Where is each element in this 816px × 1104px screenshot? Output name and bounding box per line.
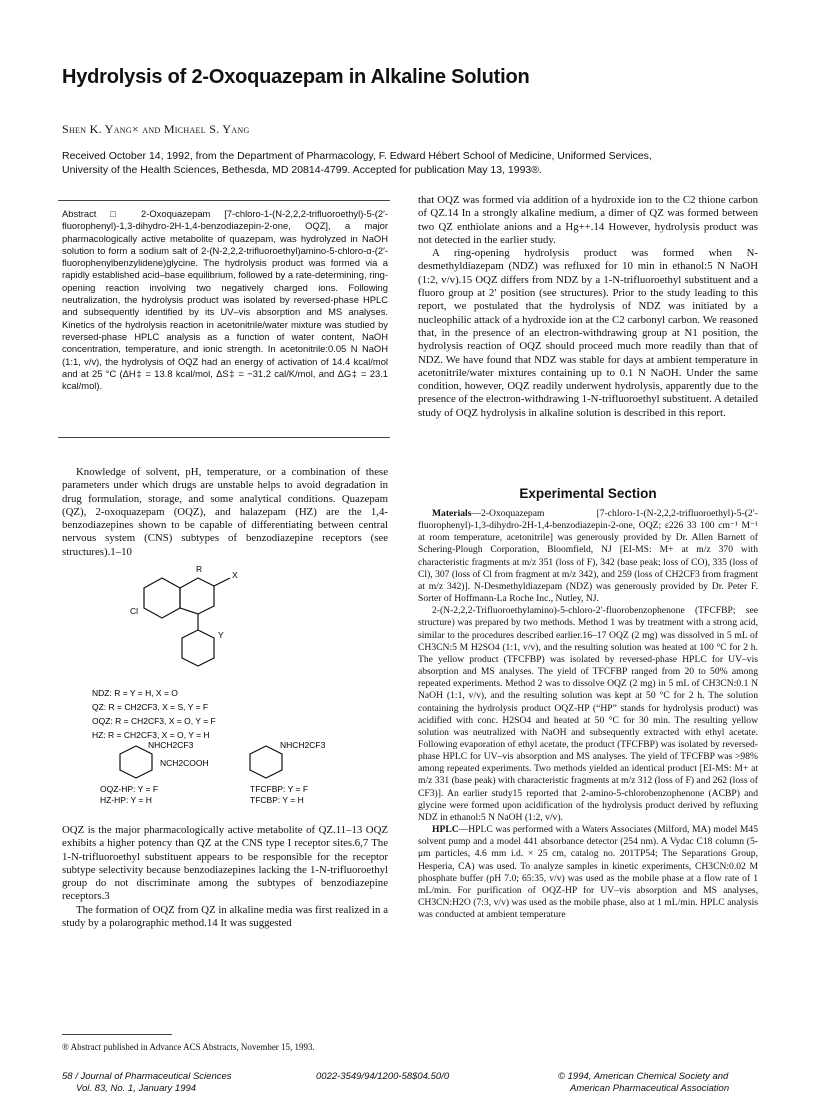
- hplc-body: —HPLC was performed with a Waters Associates (Milford, MA) model M45 solvent pump and a model 441 absorbance detector (254 nm). A Vydac C18 column (5-μm particles, 4.6 mm i.d. × 25 cm, catalog no. 201TP54; The Separations Group, Hesperia, CA) was used. To analyze samples in kinetic experiments, CH3CN:0.02 M phosphate buffer (pH 7.0; 65:35, v/v) was used as the mobile phase at a flow rate of 1 mL/min. For purification of OQZ-HP for UV–vis absorption and MS analyses, CH3CN:H2O (7:3, v/v) was used as the mobile phase, also at 1 mL/min. HPLC analysis was conducted at ambient temperature: [418, 824, 758, 921]
- footer-left-2: Vol. 83, No. 1, January 1994: [76, 1083, 197, 1094]
- section-heading: Experimental Section: [519, 486, 657, 501]
- nh-label-1: NHCH2CF3: [148, 740, 194, 750]
- oqzhp-label: OQZ-HP: Y = F: [100, 784, 159, 794]
- footer-copyright: [558, 1071, 729, 1095]
- intro-paragraph: [62, 466, 388, 559]
- left-column-text: [62, 824, 388, 930]
- right-paragraph-1: that OQZ was formed via addition of a hydroxide ion to the C2 thione carbon of QZ.14 In a strongly alkaline medium, a dimer of QZ was formed between two QZ enthiolate anions and a Hg++.14 However, hydrolysis product was not detected in the earlier study.: [418, 194, 758, 246]
- right-paragraph-2: A ring-opening hydrolysis product was formed when N-desmethyldiazepam (NDZ) was refluxed for 10 min in ethanol:5 N NaOH (1:2, v/v).15 OQZ differs from NDZ by a 1-N-trifluoroethyl substituent and a fluoro group at 2′ position (see structures). Prior to the study leading to this report, we postulated that the hydrolysis of NDZ was initiated by a nucleophilic attack of a hydroxide ion at the C2 carbonyl carbon. We reasoned that, in the presence of an electron-withdrawing group at N1 position, the hydrolysis reaction of OQZ should proceed much more readily than that of NDZ. We have found that NDZ was stable for days at ambient temperature in acetonitrile/water mixtures containing up to 0.1 N NaOH. Under the same condition, however, OQZ readily underwent hydrolysis, apparently due to the presence of the electron-withdrawing 1-N-trifluoroethyl substituent. A detailed study of OQZ hydrolysis in alkaline solution is described in this report.: [418, 247, 759, 419]
- footnote-rule: [62, 1034, 172, 1035]
- received-info: [62, 150, 762, 177]
- x-label: X: [232, 570, 238, 580]
- footer-doi: 0022-3549/94/1200-58$04.50/0: [316, 1071, 450, 1082]
- intro-text: Knowledge of solvent, pH, temperature, or a combination of these parameters under which drugs are unstable helps to avoid degradation in drug formulation, storage, and some analytical conditions. Quazepam (QZ), 2-oxoquazepam (OQZ), and halazepam (HZ) are the 1,4-benzodiazepines shown to be capable of differentiating between central nervous system (CNS) subtypes of benzodiazepine receptors (see structures).1–10: [62, 466, 388, 558]
- synthesis-paragraph: 2-(N-2,2,2-Trifluoroethylamino)-5-chloro-2′-fluorobenzophenone (TFCFBP; see structure) was prepared by two methods. Method 1 was by treatment with a strong acid, similar to the procedures described earlier.16–17 OQZ (2 mg) was dissolved in 5 mL of CH3CN:5 M H2SO4 (1:1, v/v), and the resulting solution was heated at 100 °C for 2 h. The yellow product (TFCFBP) was isolated by reversed-phase HPLC for UV–vis absorption and MS analyses. The yield of TFCFBP ranged from 20 to 50% among repeated experiments. Method 2 was to dissolve OQZ (2 mg) in 5 mL of CH3CN:0.1 N NaOH (1:1, v/v), and the resulting solution was kept at 50 °C for 2 h. The solution containing the hydrolysis product OQZ-HP (“HP” stands for hydrolysis product) was acidified with conc. H2SO4 and heated at 50 °C for 30 min. The resulting yellow solution was neutralized with NaOH and subsequently extracted with ethyl acetate. Following evaporation of ethyl acetate, the product (TFCFBP) was isolated by reversed-phase HPLC for UV–vis absorption and MS analyses. The yield of TFCFBP was >98% among repeated experiments. Two methods yielded an identical product [EI-MS: M+ at m/z 331 (base peak) with characteristic fragments at m/z 312 (loss of F) and 262 (loss of CF3)]. An earlier study15 reported that 2-amino-5-chlorobenzophenone (ACBP) and glycine were formed upon acidification of the hydrolysis product derived by refluxing NDZ in ethanol:5 N NaOH (1:2, v/v).: [418, 605, 758, 823]
- cl-label: Cl: [130, 606, 139, 616]
- abstract: Abstract □ 2-Oxoquazepam [7-chloro-1-(N-2,2,2-trifluoroethyl)-5-(2′-fluorophenyl)-1,3-dihydro-2H-1,4-benzodiazepin-2-one, OQZ], a major pharmacologically active metabolite of quazepam, was hydrolyzed in NaOH solution to form a sodium salt of 2-(N-2,2,2-trifluoroethyl)amino-5-chloro-α-(2′-fluorophenylbenzylidene)glycine. The hydrolysis product was formed via a rapidly established acid–base equilibrium, followed by a rate-determining, ring-opening reaction involving two negatively charged ions. Following neutralization, the hydrolysis product was isolated by reversed-phase HPLC and subsequently identified by its UV–vis absorption and MS analyses. Kinetics of the hydrolysis reaction in acetonitrile/water mixture was studied by reversed-phase HPLC analysis as a function of water content, NaOH concentration, temperature, and ionic strength. In acetonitrile:0.05 N NaOH (1:1, v/v), the hydrolysis of OQZ had an energy of activation of 14.4 kcal/mol and at 25 °C (ΔH‡ = 13.8 kcal/mol, ΔS‡ = −31.2 cal/K/mol, and ΔG‡ = 23.1 kcal/mol).: [62, 208, 388, 392]
- hzhp-label: HZ-HP: Y = H: [100, 795, 152, 804]
- materials-head: Materials: [432, 508, 472, 519]
- tfcfbp-label: TFCFBP: Y = F: [250, 784, 309, 794]
- footer-right-1: © 1994, American Chemical Society and: [558, 1071, 729, 1082]
- hplc-head: HPLC: [432, 824, 459, 836]
- nh-label-2: NHCH2CF3: [280, 740, 326, 750]
- received-line-2: University of the Health Sciences, Bethesda, MD 20814-4799. Accepted for publication May 13, 1993®.: [62, 163, 542, 176]
- ndz-label: NDZ: R = Y = H, X = O: [92, 688, 178, 698]
- hz-label: HZ: R = CH2CF3, X = O, Y = H: [92, 730, 210, 740]
- authors: Shen K. Yang× and Michael S. Yang: [62, 122, 250, 136]
- hplc-paragraph: [418, 824, 758, 921]
- chemical-structures-figure: [90, 564, 390, 804]
- r-label: R: [196, 564, 203, 574]
- materials-body: —2-Oxoquazepam [7-chloro-1-(N-2,2,2-trifluoroethyl)-5-(2′-fluorophenyl)-1,3-dihydro-2H-1,4-benzodiazepin-2-one, OQZ; ε226 33 100 cm⁻¹ M⁻¹ at room temperature, acetonitrile] was generously provided by Dr. Allen Barnett of Schering-Plough Corporation, Bloomfield, NJ [EI-MS: M+ at m/z 370 with characteristic fragments at m/z 351 (loss of F), 342 (base peak; loss of CO), 335 (loss of Cl), 307 (loss of Cl from fragment at m/z 342), and 259 (loss of CH2CF3 from fragment at m/z 342)]. N-Desmethyldiazepam (NDZ) was generously provided by Dr. Peter F. Sorter of Hoffmann-La Roche Inc., Nutley, NJ.: [418, 508, 758, 605]
- footer-right-2: American Pharmaceutical Association: [570, 1083, 730, 1094]
- footer-journal: [62, 1071, 232, 1095]
- y-label: Y: [218, 630, 224, 640]
- paper-title: Hydrolysis of 2-Oxoquazepam in Alkaline Solution: [62, 66, 530, 88]
- oqz-label: OQZ: R = CH2CF3, X = O, Y = F: [92, 716, 216, 726]
- tfcbp-label: TFCBP: Y = H: [250, 795, 304, 804]
- right-column-intro: [418, 194, 758, 420]
- qz-label: QZ: R = CH2CF3, X = S, Y = F: [92, 702, 209, 712]
- received-line-1: Received October 14, 1992, from the Department of Pharmacology, F. Edward Hébert School of Medicine, Uniformed Services,: [62, 150, 652, 162]
- left-paragraph-2: OQZ is the major pharmacologically active metabolite of QZ.11–13 OQZ exhibits a higher potency than QZ at the CNS type I receptor sites.6,7 The 1-N-trifluoroethyl substituent appears to be responsible for the receptor subtype selectivity because benzodiazepines lacking the 1-N-trifluoroethyl group do not discriminate among the subtypes of benzodiazepine receptors.3: [62, 824, 388, 903]
- materials-paragraph: [418, 508, 758, 605]
- footnote: ® Abstract published in Advance ACS Abstracts, November 15, 1993.: [62, 1042, 315, 1052]
- left-paragraph-3: The formation of OQZ from QZ in alkaline media was first realized in a study by a polarographic method.14 It was suggested: [62, 903, 388, 930]
- experimental-text: [418, 508, 758, 921]
- footer-left-1: 58 / Journal of Pharmaceutical Sciences: [62, 1071, 232, 1082]
- glycine-label: NCH2COOH: [160, 758, 209, 768]
